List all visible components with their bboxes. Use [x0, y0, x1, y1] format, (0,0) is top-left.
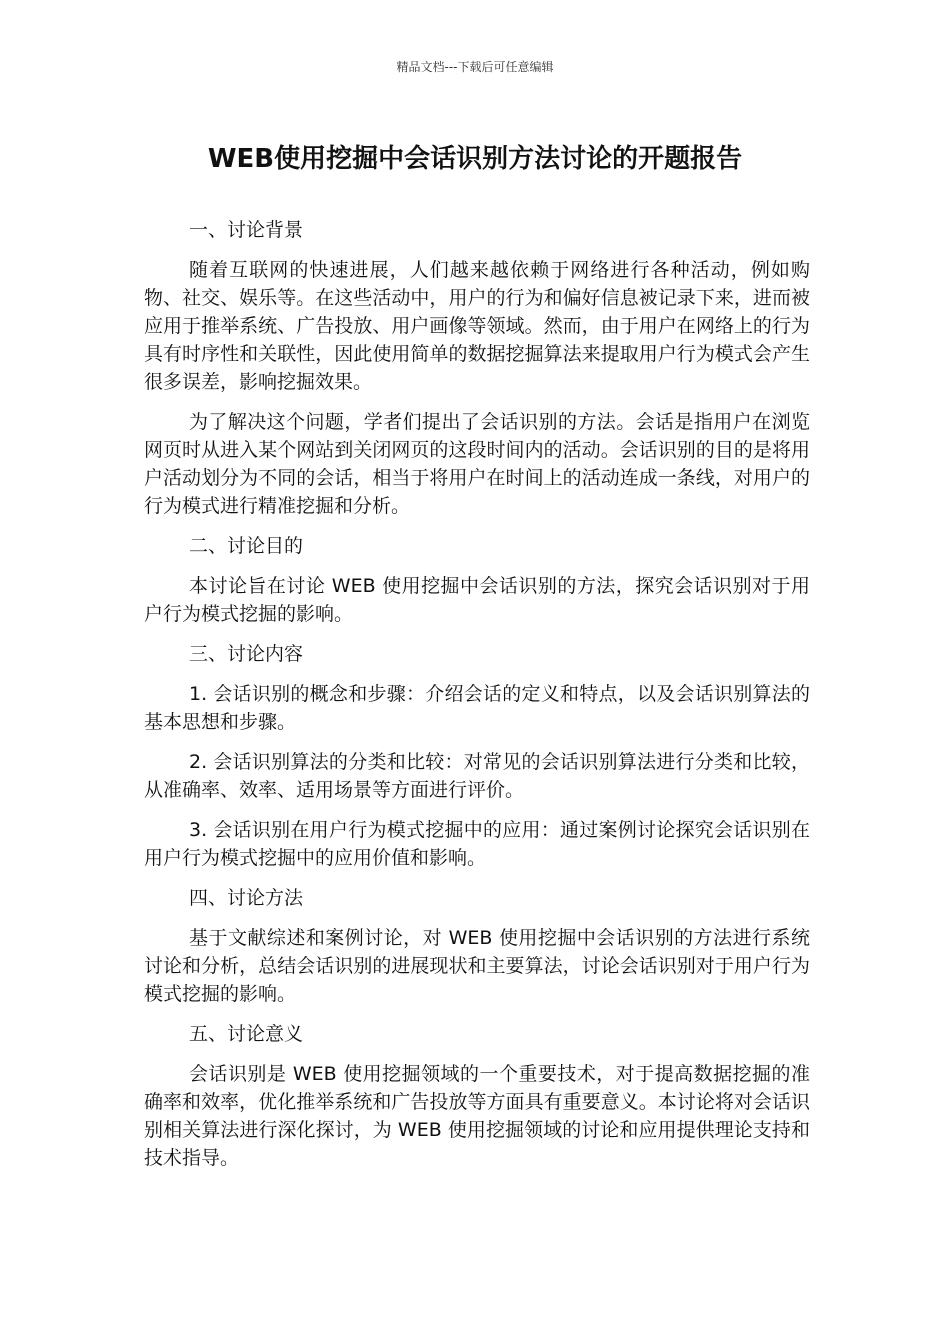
content-item-2: 2. 会话识别算法的分类和比较：对常见的会话识别算法进行分类和比较，从准确率、效率、适用场景等方面进行评价。	[144, 751, 810, 801]
section-heading-significance: 五、讨论意义	[189, 1023, 304, 1045]
paragraph-purpose: 本讨论旨在讨论 WEB 使用挖掘中会话识别的方法，探究会话识别对于用户行为模式挖掘的影响。	[144, 575, 810, 625]
header-note: 精品文档---下载后可任意编辑	[396, 60, 554, 74]
paragraph-background-2: 为了解决这个问题，学者们提出了会话识别的方法。会话是指用户在浏览网页时从进入某个网站到关闭网页的这段时间内的活动。会话识别的目的是将用户活动划分为不同的会话，相当于将用户在时间上的活动连成一条线，对用户的行为模式进行精准挖掘和分析。	[144, 411, 810, 517]
paragraph-background-1: 随着互联网的快速进展，人们越来越依赖于网络进行各种活动，例如购物、社交、娱乐等。在这些活动中，用户的行为和偏好信息被记录下来，进而被应用于推举系统、广告投放、用户画像等领域。然而，由于用户在网络上的行为具有时序性和关联性，因此使用简单的数据挖掘算法来提取用户行为模式会产生很多误差，影响挖掘效果。	[144, 259, 810, 393]
content-item-3: 3. 会话识别在用户行为模式挖掘中的应用：通过案例讨论探究会话识别在用户行为模式挖掘中的应用价值和影响。	[144, 819, 810, 869]
content-item-1: 1. 会话识别的概念和步骤：介绍会话的定义和特点，以及会话识别算法的基本思想和步骤。	[144, 683, 810, 733]
document-body	[144, 216, 810, 1184]
section-heading-purpose: 二、讨论目的	[189, 535, 304, 557]
section-heading-content: 三、讨论内容	[189, 643, 304, 665]
section-heading-background: 一、讨论背景	[189, 219, 304, 241]
paragraph-method: 基于文献综述和案例讨论，对 WEB 使用挖掘中会话识别的方法进行系统讨论和分析，总结会话识别的进展现状和主要算法，讨论会话识别对于用户行为模式挖掘的影响。	[144, 927, 810, 1005]
document-title: WEB使用挖掘中会话识别方法讨论的开题报告	[207, 144, 743, 174]
section-heading-method: 四、讨论方法	[189, 887, 304, 909]
paragraph-significance: 会话识别是 WEB 使用挖掘领域的一个重要技术，对于提高数据挖掘的准确率和效率，优化推举系统和广告投放等方面具有重要意义。本讨论将对会话识别相关算法进行深化探讨，为 WEB 使用挖掘领域的讨论和应用提供理论支持和技术指导。	[144, 1063, 810, 1169]
